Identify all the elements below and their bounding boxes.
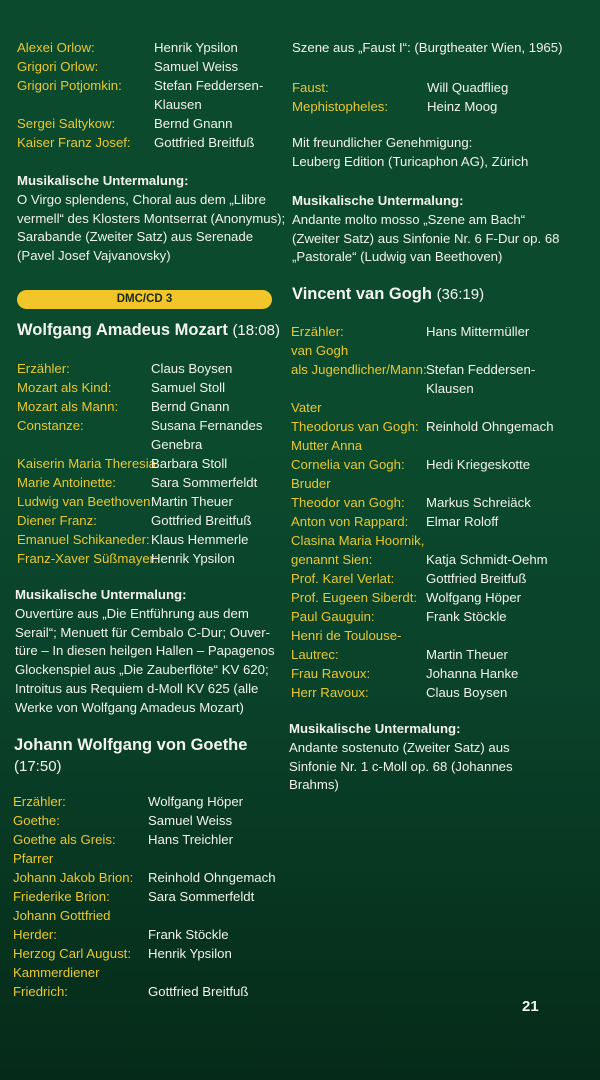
- cast-actor: Henrik Ypsilon: [154, 40, 238, 55]
- cast-role: Herr Ravoux:: [291, 685, 369, 700]
- cast-role: van Gogh: [291, 343, 349, 358]
- cast-role: Theodor van Gogh:: [291, 495, 405, 510]
- cast-role: Friederike Brion:: [13, 889, 110, 904]
- cast-actor: Claus Boysen: [151, 361, 233, 376]
- section-title-text: Wolfgang Amadeus Mozart: [17, 321, 228, 339]
- cast-role: Sergei Saltykow:: [17, 116, 116, 131]
- cast-role: Johann Jakob Brion:: [13, 870, 134, 885]
- music-line: Werke von Wolfgang Amadeus Mozart): [15, 699, 244, 715]
- cast-actor: Henrik Ypsilon: [151, 551, 235, 566]
- cast-actor: Barbara Stoll: [151, 456, 228, 471]
- cast-actor: Frank Stöckle: [426, 609, 507, 624]
- cast-actor: Martin Theuer: [151, 494, 233, 509]
- cast-role: Diener Franz:: [17, 513, 97, 528]
- cast-actor: Will Quadflieg: [427, 80, 509, 95]
- cast-role: Henri de Toulouse-: [291, 628, 402, 643]
- music-line: Sarabande (Zweiter Satz) aus Serenade: [17, 229, 254, 245]
- cast-actor: Samuel Stoll: [151, 380, 226, 395]
- cast-actor: Samuel Weiss: [148, 813, 233, 828]
- cast-actor: Martin Theuer: [426, 647, 508, 662]
- cast-role: Prof. Karel Verlat:: [291, 571, 395, 586]
- cast-actor: Bernd Gnann: [154, 116, 233, 131]
- cast-actor: Klaus Hemmerle: [151, 532, 249, 547]
- cast-actor: Stefan Feddersen-: [426, 362, 536, 377]
- section-duration: (17:50): [14, 758, 62, 775]
- music-line: (Pavel Josef Vajvanovsky): [17, 248, 171, 264]
- music-line: türe – In diesen heilgen Hallen – Papagenos: [15, 643, 275, 659]
- cast-role: Grigori Potjomkin:: [17, 78, 122, 93]
- cast-actor: Hedi Kriegeskotte: [426, 457, 531, 472]
- cast-role: Erzähler:: [13, 794, 66, 809]
- cast-actor: Gottfried Breitfuß: [154, 135, 255, 150]
- cast-actor: Heinz Moog: [427, 99, 498, 114]
- music-line: Brahms): [289, 777, 339, 793]
- permission-line: Mit freundlicher Genehmigung:: [292, 135, 473, 150]
- music-line: Sinfonie Nr. 1 c-Moll op. 68 (Johannes: [289, 758, 513, 774]
- section-title-text: Vincent van Gogh: [292, 285, 432, 303]
- cast-role: Mozart als Kind:: [17, 380, 112, 395]
- permission-note: [292, 134, 528, 172]
- cast-actor: Sara Sommerfeldt: [151, 475, 258, 490]
- section-duration: (18:08): [232, 322, 280, 339]
- cast-actor: Sara Sommerfeldt: [148, 889, 255, 904]
- cast-actor-continued: Genebra: [151, 437, 203, 452]
- cast-actor: Wolfgang Höper: [148, 794, 244, 809]
- cast-role: Clasina Maria Hoornik,: [291, 533, 425, 548]
- cast-actor: Henrik Ypsilon: [148, 946, 232, 961]
- disc-label-badge: DMC/CD 3: [17, 290, 272, 309]
- cast-role: Goethe:: [13, 813, 60, 828]
- music-line: Ouvertüre aus „Die Entführung aus dem: [15, 605, 249, 621]
- cast-actor: Bernd Gnann: [151, 399, 230, 414]
- music-line: „Pastorale“ (Ludwig van Beethoven): [292, 249, 503, 265]
- cast-role: Emanuel Schikaneder:: [17, 532, 150, 547]
- music-line: Serail“; Menuett für Cembalo C-Dur; Ouver-: [15, 624, 271, 640]
- music-note-mozart: [15, 586, 275, 718]
- cast-role: Lautrec:: [291, 647, 339, 662]
- cast-role: Erzähler:: [17, 361, 70, 376]
- cast-role: Franz-Xaver Süßmayer:: [17, 551, 158, 566]
- music-line: Andante molto mosso „Szene am Bach“: [292, 211, 526, 227]
- cast-actor: Frank Stöckle: [148, 927, 229, 942]
- cast-role: Pfarrer: [13, 851, 54, 866]
- cast-role: Kaiserin Maria Theresia:: [17, 456, 160, 471]
- section-duration: (36:19): [436, 286, 485, 303]
- cast-role: Goethe als Greis:: [13, 832, 116, 847]
- cast-actor-continued: Klausen: [426, 381, 474, 396]
- cast-role: Constanze:: [17, 418, 84, 433]
- cast-role: Mutter Anna: [291, 438, 363, 453]
- cast-actor: Wolfgang Höper: [426, 590, 522, 605]
- section-title-text: Johann Wolfgang von Goethe: [14, 736, 248, 754]
- cast-role: Grigori Orlow:: [17, 59, 99, 74]
- cast-role: Frau Ravoux:: [291, 666, 371, 681]
- cast-role: Faust:: [292, 80, 329, 95]
- cast-actor: Susana Fernandes: [151, 418, 263, 433]
- music-heading: Musikalische Untermalung:: [15, 587, 187, 602]
- cast-actor: Claus Boysen: [426, 685, 508, 700]
- cast-actor: Hans Mittermüller: [426, 324, 530, 339]
- cast-actor: Reinhold Ohngemach: [148, 870, 276, 885]
- cast-role: Bruder: [291, 476, 331, 491]
- cast-role: Ludwig van Beethoven:: [17, 494, 155, 509]
- cast-actor: Gottfried Breitfuß: [151, 513, 252, 528]
- cast-role: Kaiser Franz Josef:: [17, 135, 131, 150]
- cast-role: Alexei Orlow:: [17, 40, 95, 55]
- cast-role: Erzähler:: [291, 324, 344, 339]
- music-note-faust: [292, 192, 560, 267]
- cast-role: Paul Gauguin:: [291, 609, 375, 624]
- cast-role: Cornelia van Gogh:: [291, 457, 405, 472]
- music-line: Introitus aus Requiem d-Moll KV 625 (alle: [15, 680, 259, 696]
- cast-actor: Hans Treichler: [148, 832, 234, 847]
- cast-actor: Katja Schmidt-Oehm: [426, 552, 548, 567]
- music-line: (Zweiter Satz) aus Sinfonie Nr. 6 F-Dur op. 68: [292, 230, 560, 246]
- cast-actor-continued: Klausen: [154, 97, 202, 112]
- section-title-vangogh: [292, 284, 484, 305]
- cast-role: Johann Gottfried: [13, 908, 111, 923]
- cast-role: Herzog Carl August:: [13, 946, 132, 961]
- cast-actor: Stefan Feddersen-: [154, 78, 264, 93]
- cast-actor: Markus Schreiäck: [426, 495, 531, 510]
- page-number: 21: [522, 998, 539, 1015]
- music-heading: Musikalische Untermalung:: [289, 721, 461, 736]
- cast-role: Mozart als Mann:: [17, 399, 119, 414]
- scene-intro: Szene aus „Faust I“: (Burgtheater Wien, 1965): [292, 40, 563, 55]
- cast-role: Mephistopheles:: [292, 99, 389, 114]
- music-note-vangogh: [289, 720, 513, 795]
- music-line: vermell“ des Klosters Montserrat (Anonymus);: [17, 210, 286, 226]
- cast-role: Prof. Eugeen Siberdt:: [291, 590, 418, 605]
- cast-role: Herder:: [13, 927, 57, 942]
- permission-line: Leuberg Edition (Turicaphon AG), Zürich: [292, 153, 529, 169]
- cast-actor: Gottfried Breitfuß: [426, 571, 527, 586]
- cast-actor: Gottfried Breitfuß: [148, 984, 249, 999]
- cast-role: Vater: [291, 400, 322, 415]
- cast-role: genannt Sien:: [291, 552, 373, 567]
- cast-role: Kammerdiener: [13, 965, 100, 980]
- cast-role: Friedrich:: [13, 984, 68, 999]
- cast-role: Theodorus van Gogh:: [291, 419, 419, 434]
- cast-actor: Johanna Hanke: [426, 666, 519, 681]
- music-line: Andante sostenuto (Zweiter Satz) aus: [289, 739, 510, 755]
- cast-role: Marie Antoinette:: [17, 475, 116, 490]
- music-heading: Musikalische Untermalung:: [17, 173, 189, 188]
- music-line: O Virgo splendens, Choral aus dem „Llibre: [17, 191, 266, 207]
- cast-role: Anton von Rappard:: [291, 514, 409, 529]
- cast-role: als Jugendlicher/Mann:: [291, 362, 427, 377]
- music-heading: Musikalische Untermalung:: [292, 193, 464, 208]
- section-title-goethe: [14, 735, 247, 777]
- music-note-top: [17, 172, 285, 266]
- cast-actor: Reinhold Ohngemach: [426, 419, 554, 434]
- cast-actor: Elmar Roloff: [426, 514, 499, 529]
- cast-actor: Samuel Weiss: [154, 59, 239, 74]
- section-title-mozart: [17, 320, 280, 341]
- music-line: Glockenspiel aus „Die Zauberflöte“ KV 620;: [15, 662, 269, 678]
